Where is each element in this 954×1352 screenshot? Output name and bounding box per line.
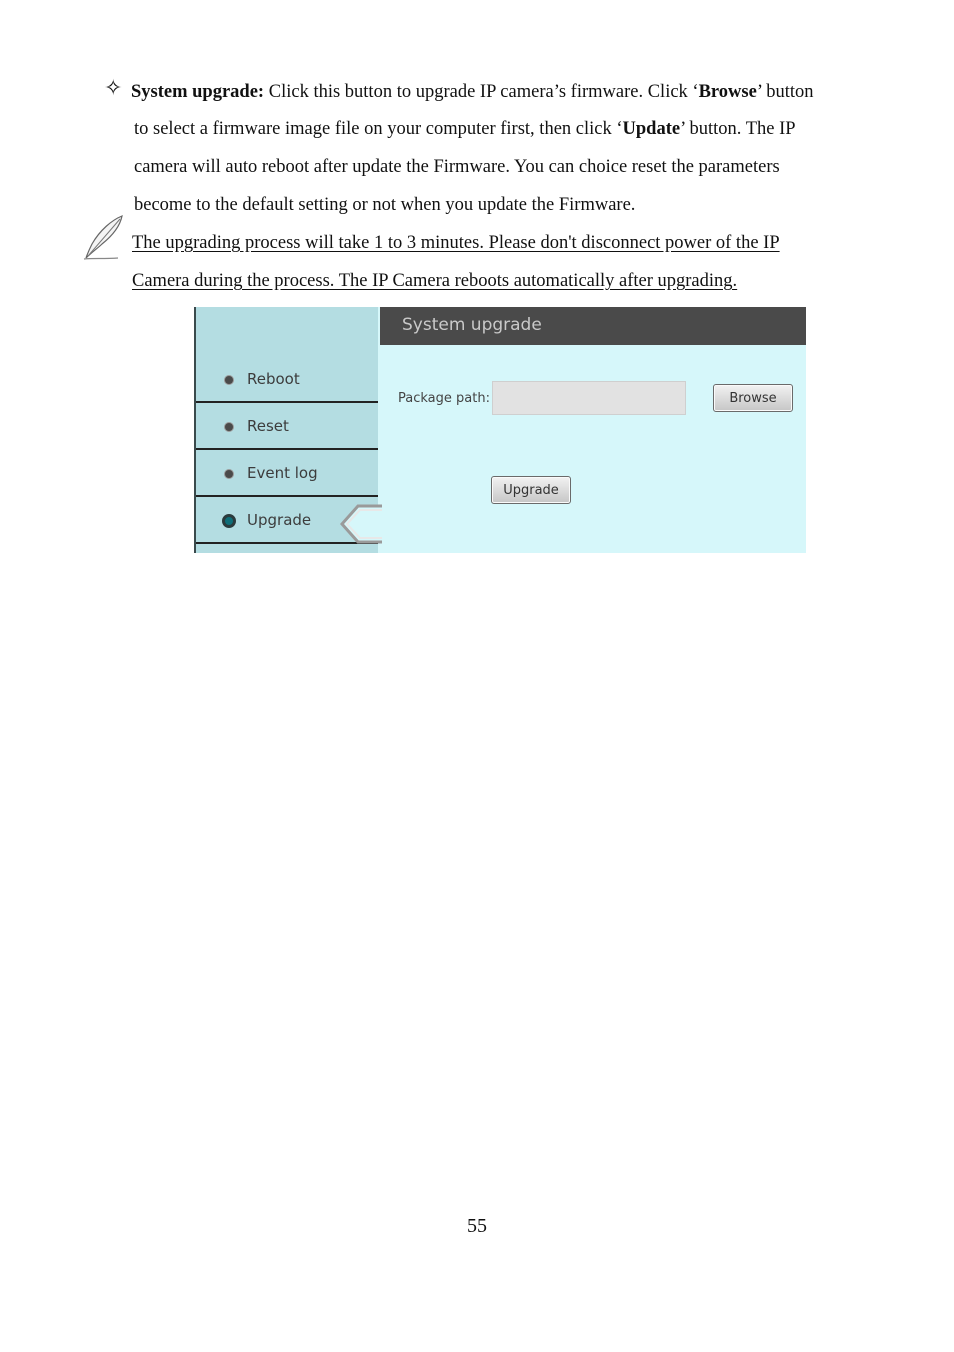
sidebar-item-reset[interactable] <box>196 404 378 450</box>
browse-button[interactable]: Browse <box>713 384 793 412</box>
paragraph-line-1 <box>131 80 814 104</box>
active-pointer-arrow-icon <box>340 504 382 544</box>
titlebar <box>380 307 806 345</box>
paragraph-text: to select a firmware image file on your computer first, then click ‘ <box>134 119 623 139</box>
sidebar-item-label: Reset <box>247 417 289 435</box>
system-upgrade-heading: System upgrade: <box>131 82 265 102</box>
package-path-label: Package path: <box>398 391 490 406</box>
sidebar-item-label: Reboot <box>247 370 300 388</box>
package-path-input[interactable] <box>492 381 686 415</box>
page-number: 55 <box>467 1215 487 1237</box>
radio-dot-icon <box>224 375 234 385</box>
system-upgrade-screenshot <box>194 307 806 553</box>
paragraph-line-4: become to the default setting or not when you update the Firmware. <box>134 195 636 215</box>
panel-title: System upgrade <box>402 315 542 335</box>
radio-dot-active-icon <box>222 514 236 528</box>
paragraph-text: ’ button <box>756 82 814 102</box>
note-line-1: The upgrading process will take 1 to 3 minutes. Please don't disconnect power of the IP <box>132 233 780 253</box>
paragraph-line-2 <box>134 117 796 141</box>
sidebar-item-label: Upgrade <box>247 511 312 529</box>
sidebar-item-reboot[interactable] <box>196 357 378 403</box>
radio-dot-icon <box>224 422 234 432</box>
sidebar-item-label: Event log <box>247 464 318 482</box>
paragraph-text: Click this button to upgrade IP camera’s firmware. Click ‘ <box>264 82 699 102</box>
radio-dot-icon <box>224 469 234 479</box>
upgrade-button[interactable]: Upgrade <box>491 476 571 504</box>
sidebar-menu <box>194 307 378 553</box>
update-term: Update <box>622 119 681 139</box>
paragraph-line-3: camera will auto reboot after update the Firmware. You can choice reset the parameters <box>134 157 780 177</box>
note-line-2: Camera during the process. The IP Camera reboots automatically after upgrading. <box>132 271 738 291</box>
browse-term: Browse <box>698 82 757 102</box>
paragraph-text: ’ button. The IP <box>680 119 796 139</box>
bullet-diamond-icon: ✧ <box>104 76 123 101</box>
feather-pen-icon <box>82 214 128 262</box>
sidebar-item-event-log[interactable] <box>196 451 378 497</box>
